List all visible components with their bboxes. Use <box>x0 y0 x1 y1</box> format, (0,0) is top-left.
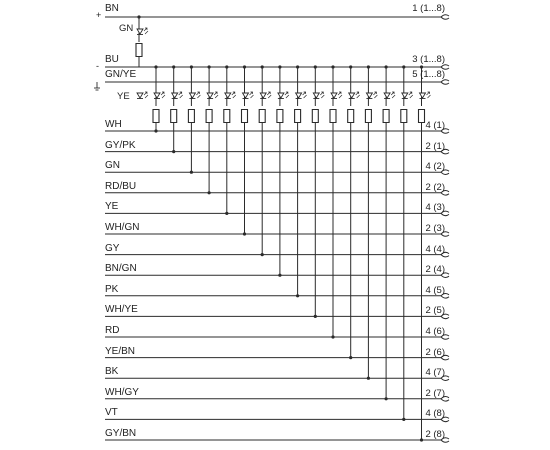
channel-led <box>189 93 195 98</box>
row-pin-label: 2 (8) <box>425 429 445 440</box>
row-junction <box>172 150 175 153</box>
channel-led <box>278 93 284 98</box>
channel-resistor <box>224 110 230 123</box>
channel-resistor <box>188 110 194 123</box>
channel-led-arrows <box>250 92 254 98</box>
channel-led <box>243 93 249 98</box>
channel-led-arrows <box>356 92 360 98</box>
bu-junction <box>314 65 317 68</box>
bu-junction <box>402 65 405 68</box>
channel-resistor <box>330 110 336 123</box>
row-pin-label: 2 (1) <box>425 140 445 152</box>
channel-led <box>260 93 266 98</box>
row-junction <box>349 356 352 359</box>
row-wire-label: GY <box>105 242 120 254</box>
row-junction <box>243 232 246 235</box>
channel-led <box>384 93 390 98</box>
row-junction <box>331 335 334 338</box>
bu-junction <box>172 65 175 68</box>
bu-junction <box>296 65 299 68</box>
channel-resistor <box>242 110 248 123</box>
row-junction <box>385 397 388 400</box>
bu-pin-label: 3 (1...8) <box>412 54 445 65</box>
channel-resistor <box>153 110 159 123</box>
channel-led-arrows <box>320 92 324 98</box>
ye-led-arrows <box>144 92 148 98</box>
row-wire-label: BK <box>105 366 119 378</box>
channel-led <box>296 93 302 98</box>
channel-led <box>420 93 426 98</box>
wire-lines <box>94 17 441 440</box>
row-junction <box>154 129 157 132</box>
row-junction <box>190 171 193 174</box>
bn-wire-label: BN <box>105 3 119 14</box>
channel-led <box>366 93 372 98</box>
bu-junction <box>225 65 228 68</box>
channel-led-arrows <box>232 92 236 98</box>
channel-resistor <box>348 110 354 123</box>
row-junction <box>225 212 228 215</box>
channel-resistor <box>312 110 318 123</box>
row-junction <box>367 377 370 380</box>
channel-led-arrows <box>427 92 431 98</box>
plus-sign: + <box>96 10 102 20</box>
bn-terminal <box>441 15 449 20</box>
row-wire-label: RD <box>105 325 120 336</box>
row-wire-label: WH <box>105 119 122 130</box>
bu-junction <box>367 65 370 68</box>
row-wire-label: WH/GN <box>105 222 140 233</box>
channel-led-arrows <box>179 92 183 98</box>
ye-led-label: YE <box>117 91 130 102</box>
channel-led <box>402 93 408 98</box>
row-wire-label: BN/GN <box>105 263 137 275</box>
channel-led-arrows <box>373 92 377 98</box>
channel-led <box>349 93 355 98</box>
row-wire-label: PK <box>105 283 119 295</box>
channel-resistor <box>171 110 177 123</box>
row-pin-label: 2 (2) <box>425 181 445 193</box>
channel-led-arrows <box>409 92 413 98</box>
row-pin-label: 2 (4) <box>425 264 445 276</box>
gn-led-label: GN <box>119 23 134 34</box>
row-junction <box>278 274 281 277</box>
channel-resistor <box>383 110 389 123</box>
row-pin-label: 4 (8) <box>425 408 445 420</box>
bu-junction <box>243 65 246 68</box>
channel-led-arrows <box>391 92 395 98</box>
row-pin-label: 2 (3) <box>425 223 445 234</box>
channel-resistor <box>295 110 301 123</box>
row-pin-label: 2 (5) <box>425 305 445 317</box>
row-pin-label: 4 (1) <box>425 120 445 131</box>
row-wire-label: GN <box>105 160 120 172</box>
channel-led <box>225 93 231 98</box>
row-junction <box>296 294 299 297</box>
row-pin-label: 4 (2) <box>425 161 445 173</box>
bu-junction <box>261 65 264 68</box>
row-junction <box>208 191 211 194</box>
row-junction <box>314 315 317 318</box>
row-pin-label: 2 (7) <box>425 387 445 399</box>
gnye-wire-label: GN/YE <box>105 69 137 80</box>
row-wire-label: GY/BN <box>105 428 137 439</box>
channel-resistor <box>277 110 283 123</box>
row-wire-label: VT <box>105 407 118 419</box>
minus-sign: - <box>96 61 99 71</box>
channel-resistor <box>259 110 265 123</box>
row-wire-label: YE/BN <box>105 345 136 357</box>
channel-led-arrows <box>285 92 289 98</box>
gn-led-arrows <box>144 28 148 34</box>
channel-led <box>313 93 319 98</box>
gnye-terminal <box>441 80 449 85</box>
bu-junction <box>190 65 193 68</box>
row-wire-label: RD/BU <box>105 180 137 192</box>
channel-led-arrows <box>214 92 218 98</box>
row-wire-label: GY/PK <box>105 139 136 151</box>
row-pin-label: 4 (5) <box>425 284 445 296</box>
channel-led <box>331 93 337 98</box>
channel-led <box>154 93 160 98</box>
channel-led <box>172 93 178 98</box>
row-pin-label: 4 (3) <box>425 202 445 214</box>
channel-led-arrows <box>338 92 342 98</box>
row-wire-label: WH/GY <box>105 386 139 398</box>
channel-led-arrows <box>303 92 307 98</box>
row-junction <box>261 253 264 256</box>
bn-pin-label: 1 (1...8) <box>412 3 445 14</box>
bu-wire-label: BU <box>105 54 119 65</box>
channel-resistor <box>365 110 371 123</box>
row-pin-label: 4 (6) <box>425 326 445 337</box>
row-pin-label: 4 (4) <box>425 243 445 255</box>
channel-led-arrows <box>161 92 165 98</box>
gn-resistor <box>136 44 142 57</box>
row-wire-label: WH/YE <box>105 304 138 316</box>
row-pin-label: 4 (7) <box>425 367 445 379</box>
gnye-pin-label: 5 (1...8) <box>412 69 445 80</box>
row-wire-label: YE <box>105 201 119 213</box>
channel-led <box>207 93 213 98</box>
channel-led-arrows <box>267 92 271 98</box>
bu-junction <box>331 65 334 68</box>
ye-led <box>137 93 143 98</box>
bn-junction <box>137 15 140 18</box>
channel-led-arrows <box>196 92 200 98</box>
bu-junction <box>349 65 352 68</box>
bu-junction <box>208 65 211 68</box>
bu-junction <box>385 65 388 68</box>
bu-junction <box>278 65 281 68</box>
channel-resistor <box>206 110 212 123</box>
gn-led <box>137 29 143 34</box>
row-pin-label: 2 (6) <box>425 346 445 358</box>
bu-junction <box>154 65 157 68</box>
